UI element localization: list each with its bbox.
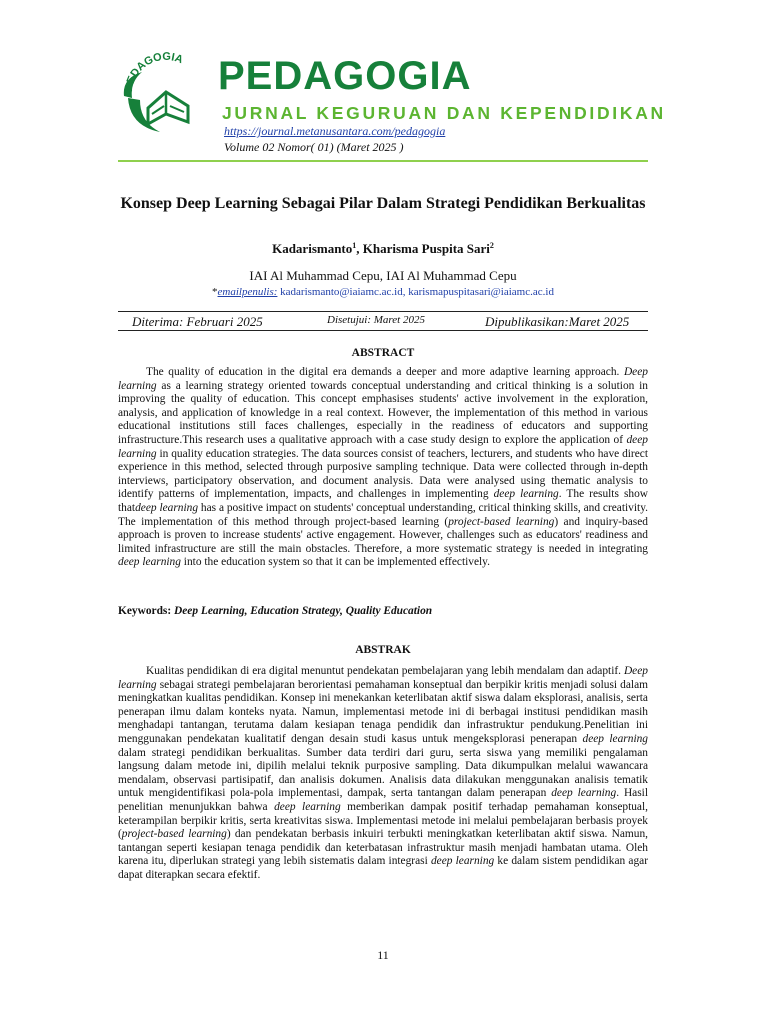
abstract-id-body: Kualitas pendidikan di era digital menuntut pendekatan pembelajaran yang lebih mendalam dan adaptif. Deep learning sebagai strategi pembelajaran berorientasi pemahaman konseptual dan berpikir kritis menjadi solusi dalam meningkatkan kualitas pendidikan. Konsep ini menekankan keterlibatan aktif siswa dalam eksplorasi, analisis, serta penerapan ilmu dalam konteks nyata. Namun, implementasi metode ini di berbagai institusi pendidikan masih menghadapi tantangan, terutama dalam kesiapan tenaga pendidik dan infrastruktur pendukung.Penelitian ini menggunakan pendekatan kualitatif dengan desain studi kasus untuk mengeksplorasi penerapan deep learning dalam strategi pendidikan berkualitas. Sumber data terdiri dari guru, serta siswa yang memiliki pengalaman langsung dalam metode ini, dipilih melalui teknik purposive sampling. Data dikumpulkan melalui wawancara mendalam, observasi partisipatif, dan analisis dokumen. Analisis data dilakukan menggunakan analisis tematik untuk mengidentifikasi pola-pola implementasi, dampak, serta tantangan dalam penerapan deep learning. Hasil penelitian menunjukkan bahwa deep learning memberikan dampak positif terhadap pemahaman konseptual, keterampilan berpikir kritis, serta kreativitas siswa. Implementasi metode ini melalui pembelajaran berbasis proyek (project-based learning) dan pendekatan berbasis inkuiri terbukti meningkatkan keterlibatan aktif siswa. Namun, tantangan seperti kesiapan tenaga pendidik dan keterbatasan infrastruktur masih menjadi hambatan utama. Oleh karena itu, diperlukan strategi yang lebih sistematis dalam integrasi deep learning ke dalam sistem pendidikan agar dapat diterapkan secara efektif. [118, 665, 649, 881]
keywords-label: Keywords: [118, 605, 172, 617]
date-published: Dipublikasikan:Maret 2025 [485, 314, 630, 329]
author-name: Kharisma Puspita Sari [362, 241, 490, 256]
author-affil-mark: 1 [352, 241, 357, 250]
date-accepted: Disetujui: Maret 2025 [327, 314, 425, 326]
volume-info: Volume 02 Nomor( 01) (Maret 2025 ) [224, 140, 404, 154]
affiliation: IAI Al Muhammad Cepu, IAI Al Muhammad Cepu [249, 268, 517, 283]
journal-brand-name: PEDAGOGIA [218, 54, 472, 98]
author-list: Kadarismanto$^1$, Kharisma Puspita Sari$^2$ [272, 241, 494, 256]
logo-arc-text: PEDAGOGIA [122, 50, 185, 93]
dates-bottom-rule [118, 330, 648, 331]
keywords-values: Deep Learning, Education Strategy, Quality Education [174, 605, 433, 617]
paper-title: Konsep Deep Learning Sebagai Pilar Dalam Strategi Pendidikan Berkualitas [120, 195, 646, 212]
abstract-en-body: The quality of education in the digital era demands a deeper and more adaptive learning approach. Deep learning as a learning strategy oriented towards conceptual understanding and critical thinking is a solution in improving the quality of education. This concept emphasises students' active involvement in the exploration, analysis, and application of knowledge in a real context. However, the implementation of this method in various educational institutions still faces challenges, especially in the readiness of educators and supporting infrastructure.This research uses a qualitative approach with a case study design to explore the application of deep learning in quality education strategies. The data sources consist of teachers, lecturers, and students who have direct experience in this method, selected through purposive sampling technique. Data were collected through in-depth interviews, participatory observation, and document analysis. Data were analysed using thematic analysis to identify patterns of implementation, impacts, and challenges in implementing deep learning. The results show thatdeep learning has a positive impact on students' conceptual understanding, critical thinking skills, and creativity. The implementation of this method through project-based learning (project-based learning) and inquiry-based approach is proven to increase students' active engagement. However, challenges such as educators' readiness and limited infrastructure are still the main obstacles. Therefore, a more systematic strategy is needed in integrating deep learning into the education system so that it can be implemented effectively. [118, 366, 649, 569]
keywords-line [118, 605, 648, 618]
author-affil-mark: 2 [489, 241, 494, 250]
date-received: Diterima: Februari 2025 [132, 314, 263, 329]
abstract-heading: ABSTRACT [351, 347, 415, 359]
email-addresses[interactable]: kadarismanto@iaiamc.ac.id, karismapuspitasari@iaiamc.ac.id [280, 286, 554, 298]
abstrak-heading: ABSTRAK [355, 644, 411, 656]
page-number: 11 [377, 948, 389, 962]
journal-subtitle: JURNAL KEGURUAN DAN KEPENDIDIKAN [222, 103, 666, 123]
dates-top-rule [118, 311, 648, 312]
author-name: Kadarismanto [272, 241, 353, 256]
header-divider [118, 160, 648, 162]
journal-url-link[interactable]: https://journal.metanusantara.com/pedagogia [224, 124, 446, 138]
email-prefix: * [212, 286, 218, 298]
author-emails [118, 286, 648, 299]
journal-logo-icon [118, 48, 218, 136]
email-label: emailpenulis: [217, 286, 278, 298]
